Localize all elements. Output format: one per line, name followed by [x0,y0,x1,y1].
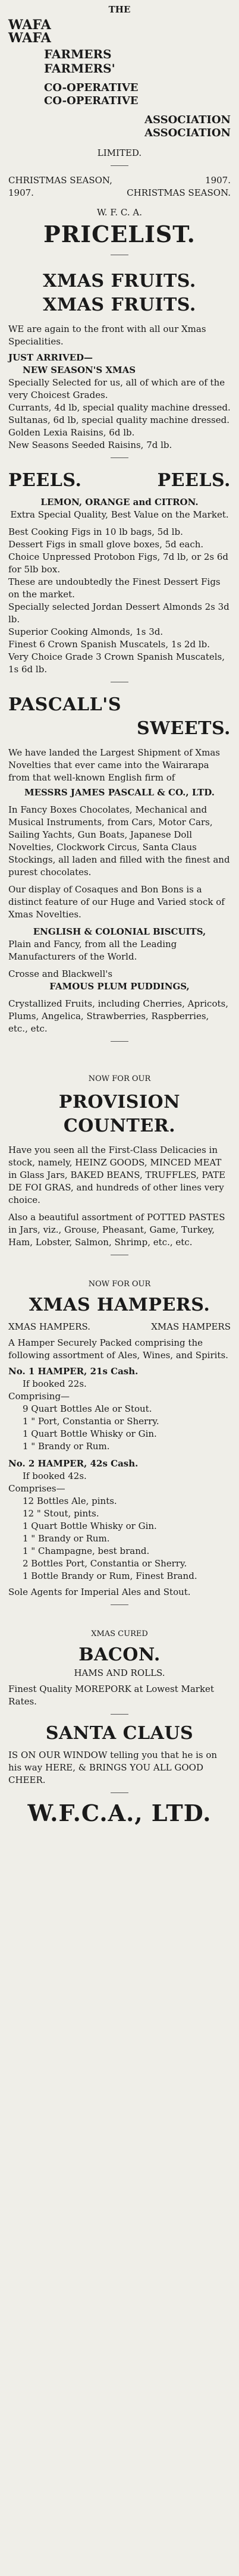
no2-items [8,1495,231,1582]
wafa-left [8,18,51,45]
footer-name: W.F.C.A., LTD. [27,1800,212,1826]
list-item: New Seasons Seeded Raisins, 7d lb. [8,440,172,450]
provision-heading-2: COUNTER. [63,1115,176,1136]
no1-title: No. 1 HAMPER, 21s Cash. [8,1366,139,1377]
xmas-fruits-list [8,377,231,452]
divider [111,1041,128,1042]
no1-comprising: Comprising— [8,1391,70,1402]
hampers-heading: XMAS HAMPERS. [29,1295,210,1315]
list-item: Specially Selected for us, all of which are of the very Choicest Grades. [8,377,225,400]
wafa-row [8,18,231,45]
no1-booked: If booked 22s. [23,1378,87,1389]
limited-label: LIMITED. [97,148,142,158]
season-row-2 [8,187,231,199]
hampers-now-for: NOW FOR OUR [88,1280,151,1289]
list-item: 1 " Brandy or Rum. [23,1533,110,1544]
list-item: 1 Quart Bottle Whisky or Gin. [23,1521,157,1531]
list-item: 1 Quart Bottle Whisky or Gin. [23,1428,157,1439]
year-right: 1907. [8,187,34,198]
divider [111,1792,128,1793]
sole-agents: Sole Agents for Imperial Ales and Stout. [8,1587,191,1597]
year-left: 1907. [205,175,231,186]
season-left: CHRISTMAS SEASON, [8,175,112,186]
list-item: Sultanas, 6d lb, special quality machine dressed. [8,415,229,425]
santa-heading: SANTA CLAUS [45,1723,194,1744]
hampers-sub-right: XMAS HAMPERS [151,1321,231,1332]
hampers-sub-row [8,1321,231,1333]
divider [111,1714,128,1715]
farmers-1: FARMERS [44,47,112,61]
bacon-text: Finest Quality MOREPORK at Lowest Market Rates. [8,1684,214,1707]
list-item: These are undoubtedly the Finest Dessert Figs on the market. [8,576,221,600]
wfca-label: W. F. C. A. [96,207,143,218]
crystallized-fruits: Crystallized Fruits, including Cherries, Apricots, Plums, Angelica, Strawberries, Raspberries, etc., etc. [8,998,228,1034]
list-item: Finest 6 Crown Spanish Muscatels, 1s 2d lb. [8,639,210,650]
xmas-fruits-heading-2: XMAS FRUITS. [43,294,196,315]
peels-heading-2: PEELS. [157,470,231,491]
sweets-heading: SWEETS. [137,718,231,739]
sweets-firm: MESSRS JAMES PASCALL & CO., LTD. [24,787,215,798]
list-item: 1 Bottle Brandy or Rum, Finest Brand. [23,1571,197,1581]
xmas-fruits-heading-1: XMAS FRUITS. [43,271,196,292]
assoc-block [8,114,231,140]
xmas-fruits-intro: WE are again to the front with all our Xmas Specialities. [8,324,206,347]
provision-text: Have you seen all the First-Class Delicacies in stock, namely, HEINZ GOODS, MINCED MEAT in Glass Jars, BAKED BEANS, TRUFFLES, PATE DE FOI GRAS, and hundreds of other lines very choice. [8,1145,226,1205]
list-item: Best Cooking Figs in 10 lb bags, 5d lb. [8,527,183,537]
puddings-label: FAMOUS PLUM PUDDINGS, [49,981,190,992]
coop-block [8,82,231,108]
sweets-line-1: In Fancy Boxes Chocolates, Mechanical and Musical Instruments, from Cars, Motor Cars, Sailing Yachts, Gun Boats, Japanese Doll Novelties, Clockwork Circus, Santa Claus Stockings, all laden and filled with the finest and purest chocolates. [8,804,230,878]
list-item: 1 " Brandy or Rum. [23,1441,110,1452]
no2-title: No. 2 HAMPER, 42s Cash. [8,1458,139,1469]
pricelist-title: PRICELIST. [43,221,196,247]
coop-2: CO-OPERATIVE [44,95,139,107]
divider [111,165,128,166]
wafa-2: WAFA [8,30,51,46]
peels-heading-row [8,469,231,493]
no1-items [8,1403,231,1453]
biscuits-heading: ENGLISH & COLONIAL BISCUITS, [33,926,206,937]
list-item: Dessert Figs in small glove boxes, 5d each. [8,539,204,550]
peels-heading-1: PEELS. [8,470,82,491]
just-arrived: JUST ARRIVED— [8,352,93,363]
list-item: 12 Bottles Ale, pints. [23,1496,117,1506]
provision-now-for: NOW FOR OUR [88,1074,151,1083]
bacon-heading: BACON. [78,1644,161,1665]
hampers-intro: A Hamper Securely Packed comprising the following assortment of Ales, Wines, and Spirits. [8,1337,228,1361]
wafa-1: WAFA [8,17,51,33]
hams-rolls: HAMS AND ROLLS. [74,1668,165,1678]
list-item: Currants, 4d lb, special quality machine dressed. [8,402,231,413]
potted-pastes: Also a beautiful assortment of POTTED PASTES in Jars, viz., Grouse, Pheasant, Game, Turkey, Ham, Lobster, Salmon, Shrimp, etc., etc. [8,1212,225,1248]
sweets-intro: We have landed the Largest Shipment of Xmas Novelties that ever came into the Wairarapa from that well-known English firm of [8,747,220,783]
sweets-line-2: Our display of Cosaques and Bon Bons is a distinct feature of our Huge and Varied stock of Xmas Novelties. [8,884,225,920]
peels-list [8,526,231,676]
peels-types: LEMON, ORANGE and CITRON. [40,497,199,507]
xmas-cured-label: XMAS CURED [91,1629,148,1638]
assoc-2: ASSOCIATION [144,127,231,139]
pascalls-heading: PASCALL'S [8,694,122,715]
divider [111,457,128,458]
no2-booked: If booked 42s. [23,1471,87,1481]
list-item: Very Choice Grade 3 Crown Spanish Muscatels, 1s 6d lb. [8,651,225,675]
season-row-1 [8,174,231,187]
season-right: CHRISTMAS SEASON. [127,187,231,198]
new-season: NEW SEASON'S XMAS [23,365,136,375]
biscuits-text: Plain and Fancy, from all the Leading Manufacturers of the World. [8,939,177,962]
coop-1: CO-OPERATIVE [44,82,139,94]
list-item: 12 " Stout, pints. [23,1508,99,1519]
assoc-1: ASSOCIATION [144,114,231,126]
divider [111,1604,128,1605]
list-item: 1 " Port, Constantia or Sherry. [23,1416,159,1427]
crosse-label: Crosse and Blackwell's [8,969,113,979]
list-item: Specially selected Jordan Dessert Almonds 2s 3d lb. [8,601,229,625]
the-label: THE [108,4,131,15]
list-item: Choice Unpressed Protobon Figs, 7d lb, or 2s 6d for 5lb box. [8,551,229,575]
no2-comprises: Comprises— [8,1483,65,1494]
list-item: Golden Lexia Raisins, 6d lb. [8,427,135,438]
santa-text: IS ON OUR WINDOW telling you that he is on his way HERE, & BRINGS YOU ALL GOOD CHEER. [8,1750,218,1785]
farmers-block [8,47,231,76]
farmers-2: FARMERS' [44,61,115,76]
list-item: 2 Bottles Port, Constantia or Sherry. [23,1558,187,1569]
hampers-sub-left: XMAS HAMPERS. [8,1321,91,1332]
list-item: 1 " Champagne, best brand. [23,1546,150,1556]
list-item: 9 Quart Bottles Ale or Stout. [23,1403,152,1414]
provision-heading-1: PROVISION [58,1092,181,1112]
peels-quality: Extra Special Quality, Best Value on the Market. [10,509,229,520]
list-item: Superior Cooking Almonds, 1s 3d. [8,626,163,637]
